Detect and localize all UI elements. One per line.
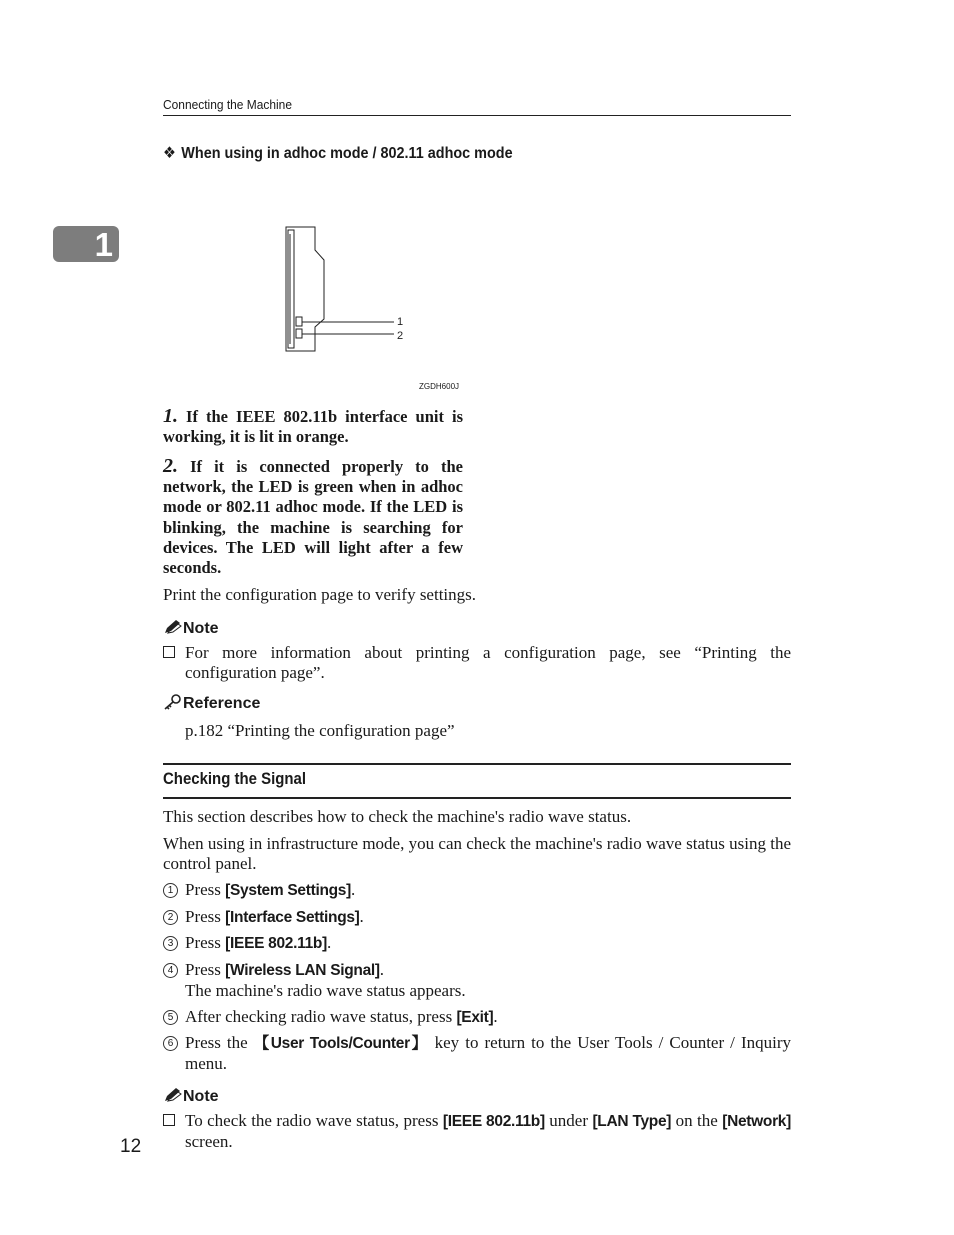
note-2-title: Note [183,1088,219,1105]
step-number-badge: 1 [163,883,178,898]
checkbox-icon [163,646,175,658]
section-rule-bottom [163,797,791,799]
led-2 [296,329,302,338]
note-1-text: For more information about printing a configuration page, see “Printing the configuration page”. [185,643,791,683]
note-2-text: under [544,1111,593,1130]
section-paragraph-2: When using in infrastructure mode, you can check the machine's radio wave status using the control panel. [163,834,791,874]
step-1-text: If the IEEE 802.11b interface unit is working, it is lit in orange. [163,407,463,447]
print-config-text: Print the configuration page to verify settings. [163,585,477,604]
step-number-badge: 6 [163,1036,178,1051]
page-number: 12 [120,1136,142,1157]
procedure-step-5 [163,1007,791,1028]
procedure-step-4 [163,960,791,1002]
note-1-item [163,643,791,684]
step-punct: . [326,933,332,952]
system-settings-key: [System Settings] [225,882,351,899]
note-2-text: on the [671,1111,723,1130]
interface-unit-diagram [280,222,480,397]
step-number-badge: 3 [163,936,178,951]
note-2-heading [163,1087,219,1106]
step-text: Press the [185,1033,254,1052]
step-2-text: If it is connected properly to the network, the LED is green when in adhoc mode or 802.11 adhoc mode. If the LED is blinking, the machine is searching for devices. The LED will light after a few seconds. [163,457,464,578]
figure-code: ZGDH600J [419,382,460,391]
reference-title: Reference [183,695,261,712]
interface-panel-drawing [286,227,394,351]
step-text: Press [185,880,226,899]
mode-heading [163,143,513,163]
pencil-icon [163,1087,183,1103]
lan-type-key: [LAN Type] [592,1113,672,1130]
mode-heading-text: When using in adhoc mode / 802.11 adhoc mode [181,145,513,162]
step-number-badge: 5 [163,1010,178,1025]
network-key: [Network] [722,1113,791,1130]
interface-settings-key: [Interface Settings] [225,909,360,926]
step-punct: . [379,960,385,979]
step-4-result: The machine's radio wave status appears. [185,981,466,1001]
procedure-step-3 [163,933,791,954]
callout-label-2: 2 [397,330,404,342]
section-paragraph-1: This section describes how to check the machine's radio wave status. [163,807,632,826]
checkbox-icon [163,1114,175,1126]
step-2 [163,456,463,578]
ieee-80211b-key: [IEEE 802.11b] [225,935,327,952]
note-1-title: Note [183,620,219,637]
chapter-number: 1 [94,226,113,263]
reference-text: p.182 “Printing the configuration page” [185,721,455,740]
chapter-tab [53,226,119,262]
note-2-item [163,1111,791,1153]
note-2-text: To check the radio wave status, press [185,1111,443,1130]
step-1 [163,406,463,447]
pencil-icon [163,619,183,635]
step-punct: . [493,1007,498,1026]
step-text: Press [185,907,226,926]
key-icon [163,694,183,710]
header-rule [163,115,791,116]
diamond-icon: ❖ [163,145,176,162]
procedure-step-1 [163,880,791,901]
step-text: Press [185,960,226,979]
step-number-badge: 2 [163,910,178,925]
section-rule-top [163,763,791,765]
running-head: Connecting the Machine [163,97,292,112]
step-text-end: key to return to the User Tools / Counter / Inquiry menu. [185,1033,791,1074]
step-text: After checking radio wave status, press [185,1007,457,1026]
note-2-text: screen. [185,1132,233,1152]
step-punct: . [350,880,356,899]
exit-key: [Exit] [456,1009,494,1026]
step-punct: . [359,907,364,926]
step-1-number: 1. [163,405,178,427]
step-2-number: 2. [163,455,178,477]
ieee-80211b-key: [IEEE 802.11b] [442,1113,545,1130]
note-1-heading [163,619,219,638]
section-title: Checking the Signal [163,769,306,788]
step-text: Press [185,933,226,952]
led-1 [296,317,302,326]
reference-heading [163,694,260,713]
wireless-lan-signal-key: [Wireless LAN Signal] [225,962,380,979]
callout-label-1: 1 [397,316,404,328]
procedure-step-2 [163,907,791,928]
step-number-badge: 4 [163,963,178,978]
procedure-step-6 [163,1033,791,1075]
user-tools-counter-key: 【User Tools/Counter】 [253,1035,429,1052]
